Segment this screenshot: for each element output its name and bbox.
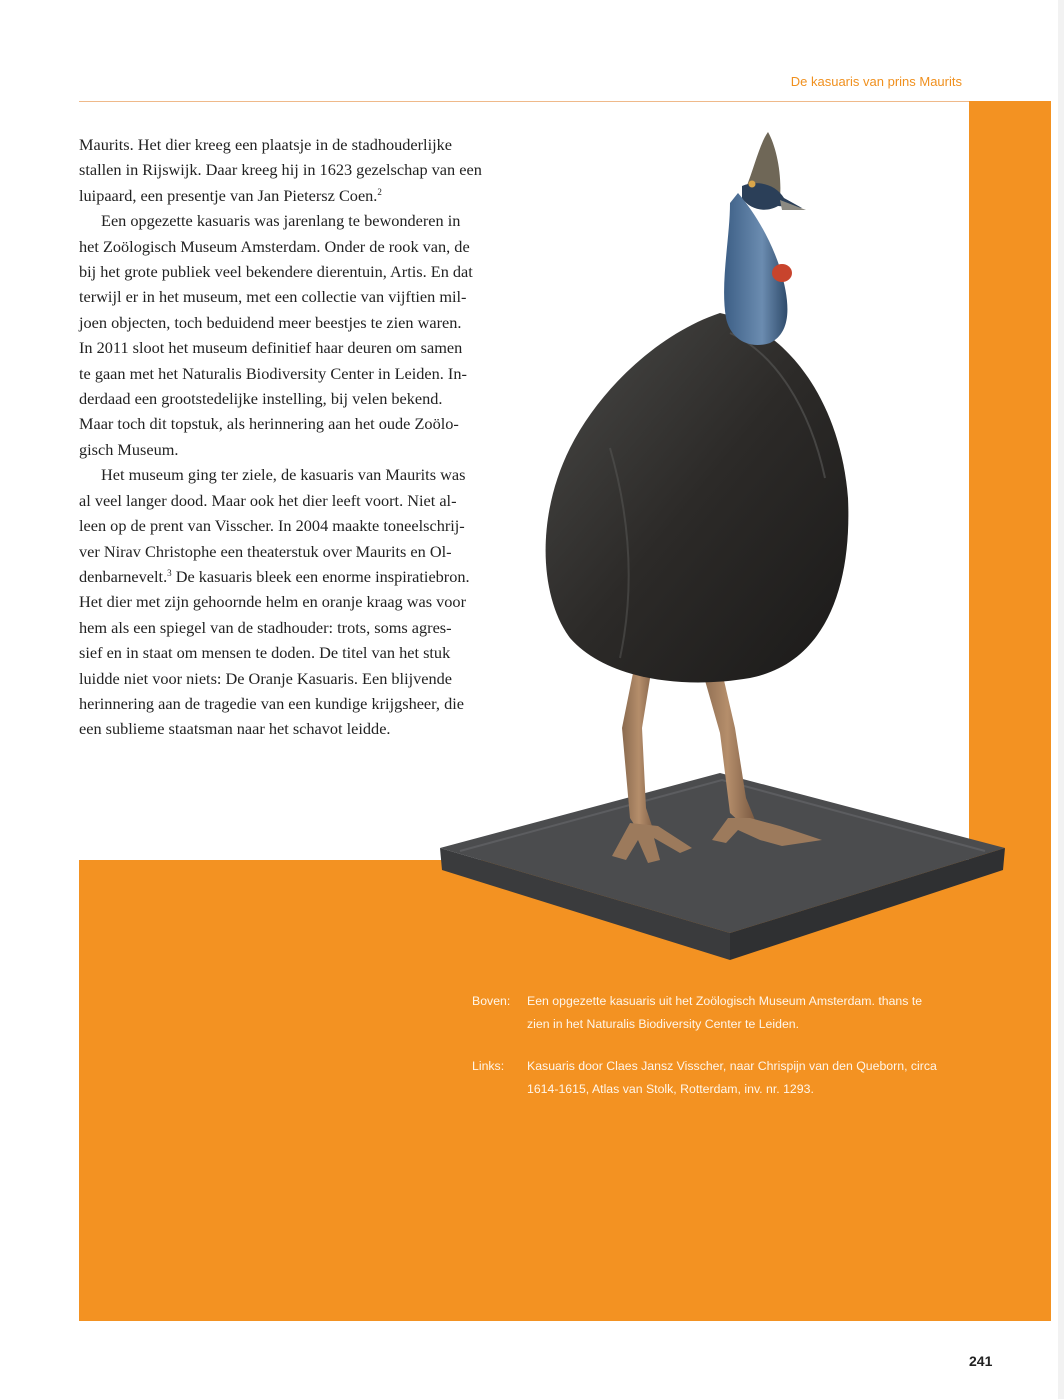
footnote-ref[interactable]: 2	[377, 186, 382, 197]
caption-label: Boven:	[472, 994, 511, 1008]
footnote-ref[interactable]: 3	[167, 567, 172, 578]
caption-top	[472, 990, 972, 1036]
caption-label: Links:	[472, 1059, 505, 1073]
caption-left	[472, 1055, 972, 1101]
paragraph-2: Een opgezette kasuaris was jarenlang te bewonderen in het Zoölogisch Museum Amsterdam. Onder de rook van, de bij het grote publiek veel bekendere dierentuin, Artis. En dat terwijl er in het museum, met een collectie van vijftien mil- joen objecten, toch beduidend meer beestjes te zien waren. In 2011 sloot het museum definitief haar deuren om samen te gaan met het Naturalis Biodiversity Center in Leiden. In- derdaad een grootstedelijke instelling, bij velen bekend. Maar toch dit topstuk, als herinnering aan het oude Zoölo- gisch Museum.	[79, 211, 473, 459]
paragraph-1: Maurits. Het dier kreeg een plaatsje in de stadhouderlijke stallen in Rijswijk. Daar kreeg hij in 1623 gezelschap van een luipaard, een presentje van Jan Pietersz Coen.$^2$	[79, 135, 482, 205]
caption-text: Een opgezette kasuaris uit het Zoölogisch Museum Amsterdam. thans te zien in het Naturalis Biodiversity Center te Leiden.	[527, 994, 923, 1031]
caption-text: Kasuaris door Claes Jansz Visscher, naar Chrispijn van den Queborn, circa 1614-1615, Atlas van Stolk, Rotterdam, inv. nr. 1293.	[527, 1059, 937, 1096]
cassowary-body	[546, 313, 849, 682]
paragraph-3: Het museum ging ter ziele, de kasuaris van Maurits was al veel langer dood. Maar ook het dier leeft voort. Niet al- leen op de prent van Visscher. In 2004 maakte toneelschrij- ver Nirav Christophe een theaterstuk over Maurits en Ol- denbarnevelt.$^3$ De kasuaris bleek een enorme inspiratiebron. Het dier met zijn gehoornde helm en oranje kraag was voor hem als een spiegel van de stadhouder: trots, soms agres- sief en in staat om mensen te doden. De titel van het stuk luidde niet voor niets: De Oranje Kasuaris. Een blijvende herinnering aan de tragedie van een kundige krijgsheer, die een sublieme staatsman naar het schavot leidde.	[79, 465, 470, 739]
page-number: 241	[969, 1353, 993, 1369]
cassowary-photo	[430, 118, 1010, 960]
running-head: De kasuaris van prins Maurits	[790, 74, 962, 89]
header-rule	[79, 101, 969, 102]
page-edge	[1058, 0, 1064, 1399]
specimen-base	[440, 773, 1005, 960]
cassowary-neck-head	[724, 132, 806, 345]
caption-block	[472, 990, 972, 1120]
